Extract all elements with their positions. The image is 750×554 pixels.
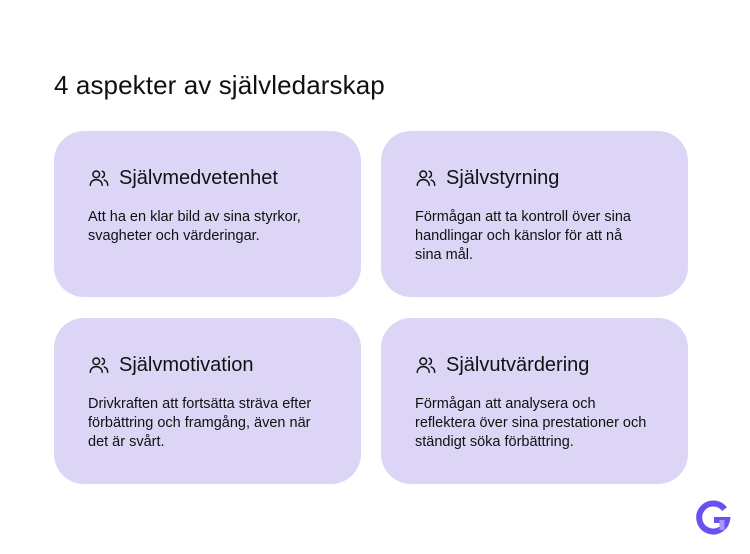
card-description: Drivkraften att fortsätta sträva efter förbättring och framgång, även när det är svårt. [88, 396, 312, 450]
card-title: Självutvärdering [446, 353, 590, 376]
aspect-card-self-evaluation [381, 318, 688, 484]
card-title: Självstyrning [446, 166, 560, 189]
users-icon [88, 167, 110, 189]
users-icon [415, 354, 437, 376]
card-title: Självmedvetenhet [119, 166, 278, 189]
card-title: Självmotivation [119, 353, 254, 376]
users-icon [415, 167, 437, 189]
card-description: Att ha en klar bild av sina styrkor, svagheter och värderingar. [88, 209, 301, 244]
g-logo-icon [695, 499, 731, 535]
page-title: 4 aspekter av självledarskap [54, 70, 385, 100]
card-description: Förmågan att ta kontroll över sina handlingar och känslor för att nå sina mål. [415, 209, 631, 263]
users-icon [88, 354, 110, 376]
aspect-card-self-awareness [54, 131, 361, 297]
aspect-card-self-management [381, 131, 688, 297]
card-description: Förmågan att analysera och reflektera över sina prestationer och ständigt söka förbättring. [415, 396, 647, 450]
aspect-card-self-motivation [54, 318, 361, 484]
